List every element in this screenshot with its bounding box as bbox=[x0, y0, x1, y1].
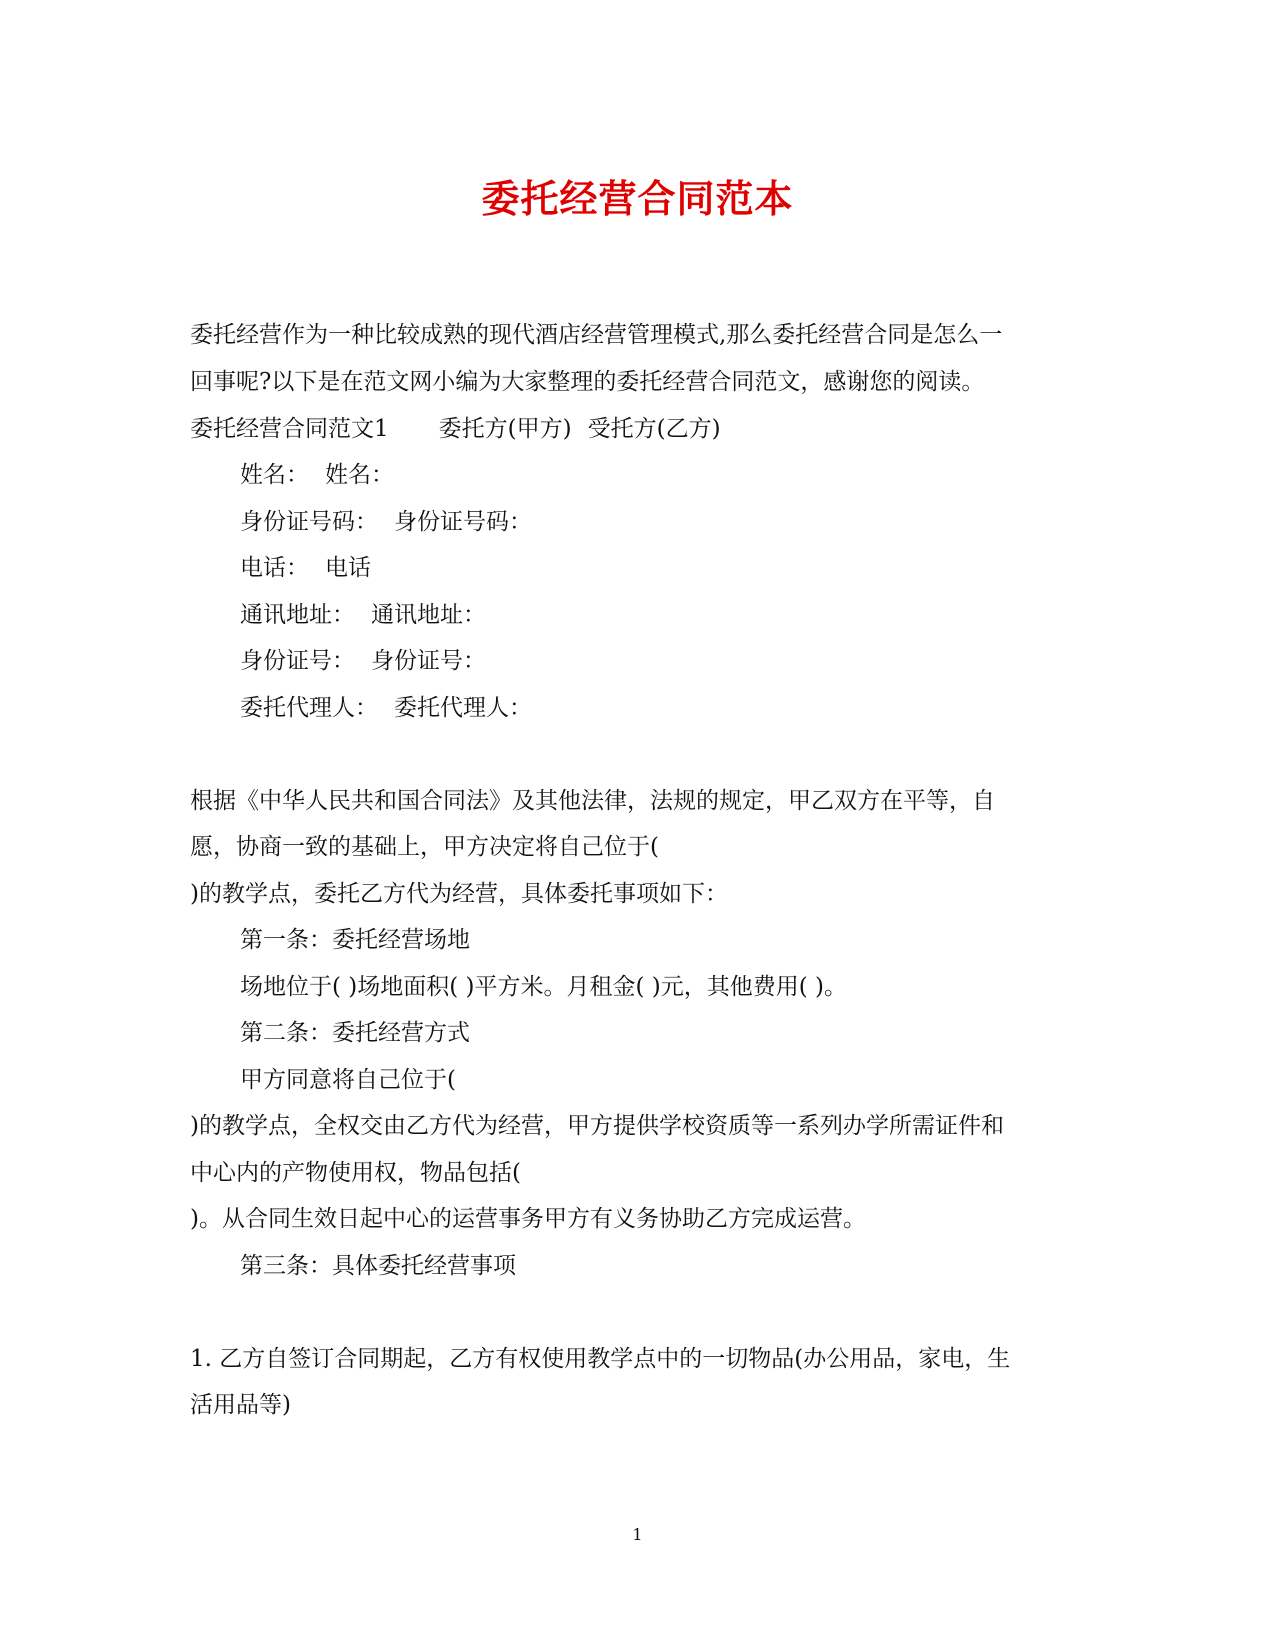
field-b: 通讯地址： bbox=[371, 602, 486, 628]
preamble-line-3: )的教学点，委托乙方代为经营，具体委托事项如下： bbox=[190, 881, 728, 907]
page-number: 1 bbox=[632, 1525, 643, 1544]
document-title: 委托经营合同范本 bbox=[481, 176, 794, 221]
item-1-line-2: 活用品等) bbox=[190, 1392, 291, 1418]
article-1-body: 场地位于( )场地面积( )平方米。月租金( )元，其他费用( )。 bbox=[240, 974, 848, 1000]
field-a: 电话： bbox=[240, 555, 309, 581]
intro-line-1: 委托经营作为一种比较成熟的现代酒店经营管理模式,那么委托经营合同是怎么一 bbox=[190, 322, 1003, 348]
intro-line-2: 回事呢?以下是在范文网小编为大家整理的委托经营合同范文，感谢您的阅读。 bbox=[190, 369, 985, 395]
field-row-name bbox=[240, 460, 394, 490]
article-2-body-3: 中心内的产物使用权，物品包括( bbox=[190, 1160, 521, 1186]
article-2-body-2: )的教学点，全权交由乙方代为经营，甲方提供学校资质等一系列办学所需证件和 bbox=[190, 1113, 1004, 1139]
preamble-line-2: 愿，协商一致的基础上，甲方决定将自己位于( bbox=[190, 834, 659, 860]
field-b: 身份证号码： bbox=[394, 509, 532, 535]
preamble-line-1: 根据《中华人民共和国合同法》及其他法律，法规的规定，甲乙双方在平等，自 bbox=[190, 788, 995, 814]
field-row-address bbox=[240, 600, 486, 630]
article-1-title: 第一条：委托经营场地 bbox=[240, 927, 470, 953]
field-b: 委托代理人： bbox=[394, 695, 532, 721]
field-row-agent bbox=[240, 693, 532, 723]
party-b-label: 受托方(乙方) bbox=[587, 416, 721, 442]
field-row-phone bbox=[240, 553, 371, 583]
field-a: 通讯地址： bbox=[240, 602, 355, 628]
article-2-body-1: 甲方同意将自己位于( bbox=[240, 1067, 456, 1093]
field-a: 姓名： bbox=[240, 462, 309, 488]
field-a: 委托代理人： bbox=[240, 695, 378, 721]
sample-heading: 委托经营合同范文1 bbox=[190, 416, 389, 442]
article-2-title: 第二条：委托经营方式 bbox=[240, 1020, 470, 1046]
field-row-id-number bbox=[240, 507, 532, 537]
field-b: 身份证号： bbox=[371, 648, 486, 674]
parties-line bbox=[190, 414, 721, 444]
field-a: 身份证号码： bbox=[240, 509, 378, 535]
field-b: 姓名： bbox=[325, 462, 394, 488]
party-a-label: 委托方(甲方) bbox=[438, 416, 572, 442]
article-3-title: 第三条：具体委托经营事项 bbox=[240, 1253, 516, 1279]
article-2-body-4: )。从合同生效日起中心的运营事务甲方有义务协助乙方完成运营。 bbox=[190, 1206, 866, 1232]
item-1-line-1: 1. 乙方自签订合同期起，乙方有权使用教学点中的一切物品(办公用品，家电，生 bbox=[190, 1346, 1011, 1372]
field-a: 身份证号： bbox=[240, 648, 355, 674]
field-b: 电话 bbox=[325, 555, 371, 581]
field-row-id bbox=[240, 646, 486, 676]
